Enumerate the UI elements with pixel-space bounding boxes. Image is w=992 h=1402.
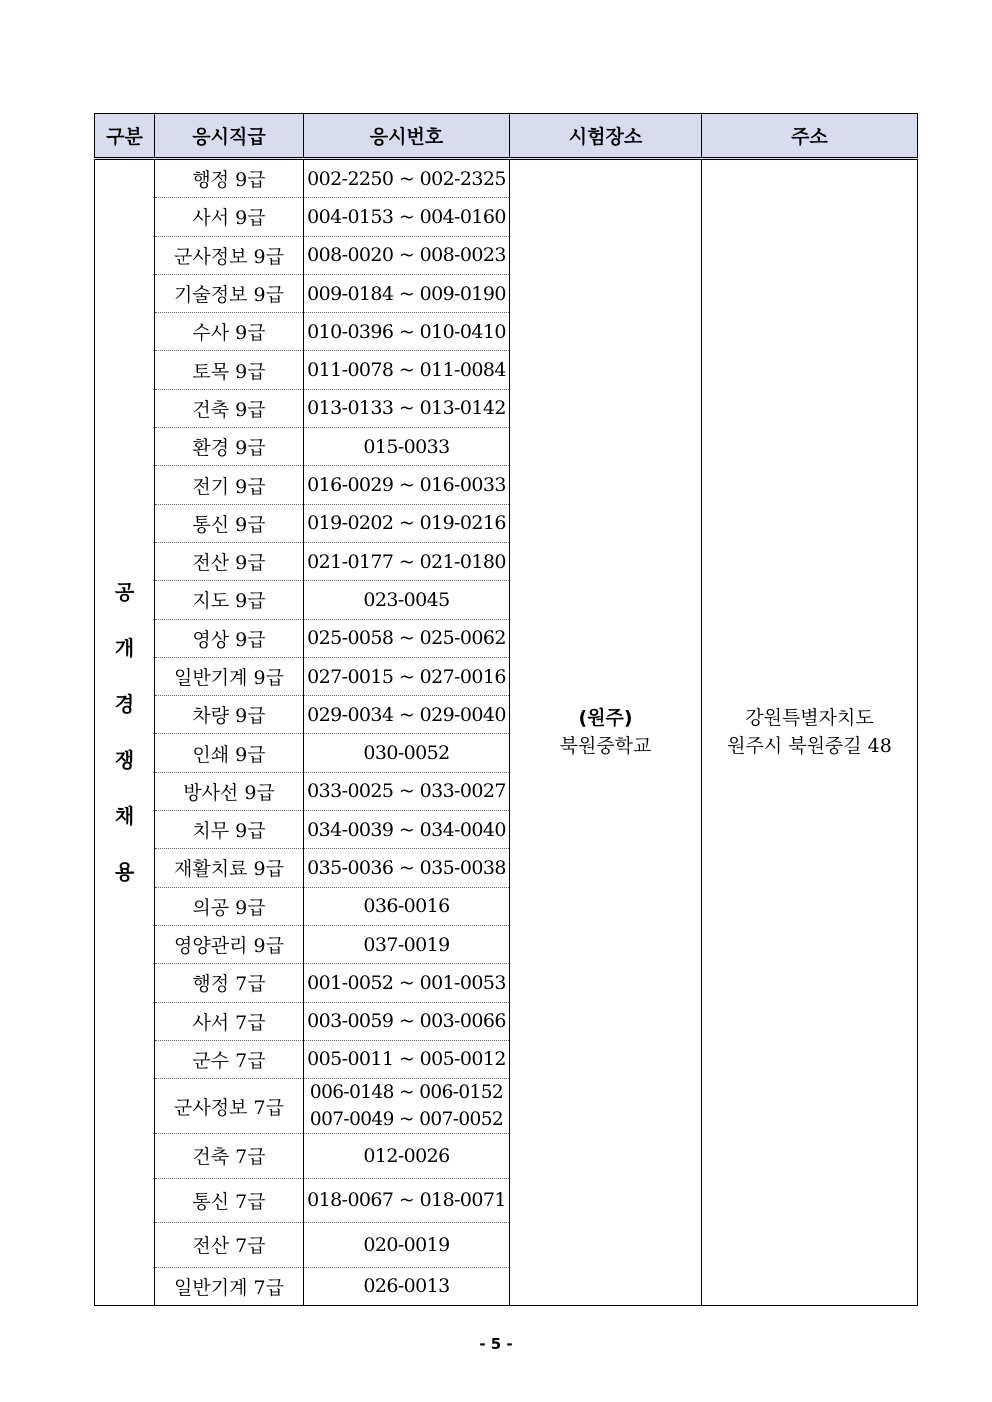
- grade-cell: 군사정보 7급: [155, 1079, 304, 1134]
- venue-cell: [510, 159, 702, 1306]
- grade-cell: 환경 9급: [155, 428, 304, 466]
- grade-cell: 통신 9급: [155, 504, 304, 542]
- exam-number-cell: 012-0026: [304, 1134, 510, 1179]
- exam-number-cell: 004-0153 ~ 004-0160: [304, 198, 510, 236]
- exam-number-cell: 001-0052 ~ 001-0053: [304, 964, 510, 1002]
- grade-cell: 일반기계 7급: [155, 1267, 304, 1305]
- exam-number-cell: 036-0016: [304, 887, 510, 925]
- grade-cell: 사서 9급: [155, 198, 304, 236]
- exam-number-cell: 026-0013: [304, 1267, 510, 1305]
- page-number: - 5 -: [479, 1335, 513, 1353]
- grade-cell: 지도 9급: [155, 581, 304, 619]
- exam-number-cell: 037-0019: [304, 925, 510, 963]
- address-cell: [702, 159, 918, 1306]
- exam-number-cell: 025-0058 ~ 025-0062: [304, 619, 510, 657]
- exam-number-cell: 011-0078 ~ 011-0084: [304, 351, 510, 389]
- grade-cell: 영양관리 9급: [155, 925, 304, 963]
- exam-number-cell: 030-0052: [304, 734, 510, 772]
- exam-number-cell: 023-0045: [304, 581, 510, 619]
- table-row: [95, 159, 918, 198]
- grade-cell: 재활치료 9급: [155, 849, 304, 887]
- exam-number-cell: 018-0067 ~ 018-0071: [304, 1178, 510, 1223]
- exam-number-cell: 016-0029 ~ 016-0033: [304, 466, 510, 504]
- grade-cell: 인쇄 9급: [155, 734, 304, 772]
- exam-number-cell: 021-0177 ~ 021-0180: [304, 542, 510, 580]
- grade-cell: 의공 9급: [155, 887, 304, 925]
- grade-cell: 영상 9급: [155, 619, 304, 657]
- exam-venue-table: [94, 113, 918, 1306]
- grade-cell: 방사선 9급: [155, 772, 304, 810]
- exam-number-cell: 034-0039 ~ 034-0040: [304, 811, 510, 849]
- category-cell: 공 개 경 쟁 채 용: [95, 159, 155, 1306]
- exam-number-cell: 006-0148 ~ 006-0152 007-0049 ~ 007-0052: [304, 1079, 510, 1134]
- exam-number-cell: 029-0034 ~ 029-0040: [304, 696, 510, 734]
- exam-number-cell: 033-0025 ~ 033-0027: [304, 772, 510, 810]
- exam-number-cell: 010-0396 ~ 010-0410: [304, 313, 510, 351]
- exam-number-cell: 020-0019: [304, 1223, 510, 1268]
- address-line-2: 원주시 북원중길 48: [727, 735, 892, 758]
- grade-cell: 토목 9급: [155, 351, 304, 389]
- exam-number-cell: 008-0020 ~ 008-0023: [304, 236, 510, 274]
- header-venue: 시험장소: [510, 114, 702, 159]
- address-line-1: 강원특별자치도: [745, 707, 874, 730]
- grade-cell: 통신 7급: [155, 1178, 304, 1223]
- exam-number-cell: 013-0133 ~ 013-0142: [304, 389, 510, 427]
- exam-number-cell: 003-0059 ~ 003-0066: [304, 1002, 510, 1040]
- grade-cell: 건축 7급: [155, 1134, 304, 1179]
- exam-number-cell: 005-0011 ~ 005-0012: [304, 1040, 510, 1078]
- grade-cell: 사서 7급: [155, 1002, 304, 1040]
- grade-cell: 전산 7급: [155, 1223, 304, 1268]
- grade-cell: 건축 9급: [155, 389, 304, 427]
- exam-number-cell: 035-0036 ~ 035-0038: [304, 849, 510, 887]
- grade-cell: 전기 9급: [155, 466, 304, 504]
- table-header-row: [95, 114, 918, 159]
- header-grade: 응시직급: [155, 114, 304, 159]
- venue-region: (원주): [578, 707, 633, 730]
- venue-name: 북원중학교: [559, 735, 652, 758]
- header-exam-number: 응시번호: [304, 114, 510, 159]
- grade-cell: 일반기계 9급: [155, 657, 304, 695]
- grade-cell: 군사정보 9급: [155, 236, 304, 274]
- grade-cell: 수사 9급: [155, 313, 304, 351]
- header-address: 주소: [702, 114, 918, 159]
- grade-cell: 군수 7급: [155, 1040, 304, 1078]
- grade-cell: 전산 9급: [155, 542, 304, 580]
- grade-cell: 치무 9급: [155, 811, 304, 849]
- exam-number-cell: 019-0202 ~ 019-0216: [304, 504, 510, 542]
- grade-cell: 차량 9급: [155, 696, 304, 734]
- grade-cell: 기술정보 9급: [155, 274, 304, 312]
- header-category: 구분: [95, 114, 155, 159]
- grade-cell: 행정 9급: [155, 159, 304, 198]
- exam-number-cell: 002-2250 ~ 002-2325: [304, 159, 510, 198]
- exam-number-cell: 015-0033: [304, 428, 510, 466]
- exam-number-cell: 027-0015 ~ 027-0016: [304, 657, 510, 695]
- grade-cell: 행정 7급: [155, 964, 304, 1002]
- exam-number-cell: 009-0184 ~ 009-0190: [304, 274, 510, 312]
